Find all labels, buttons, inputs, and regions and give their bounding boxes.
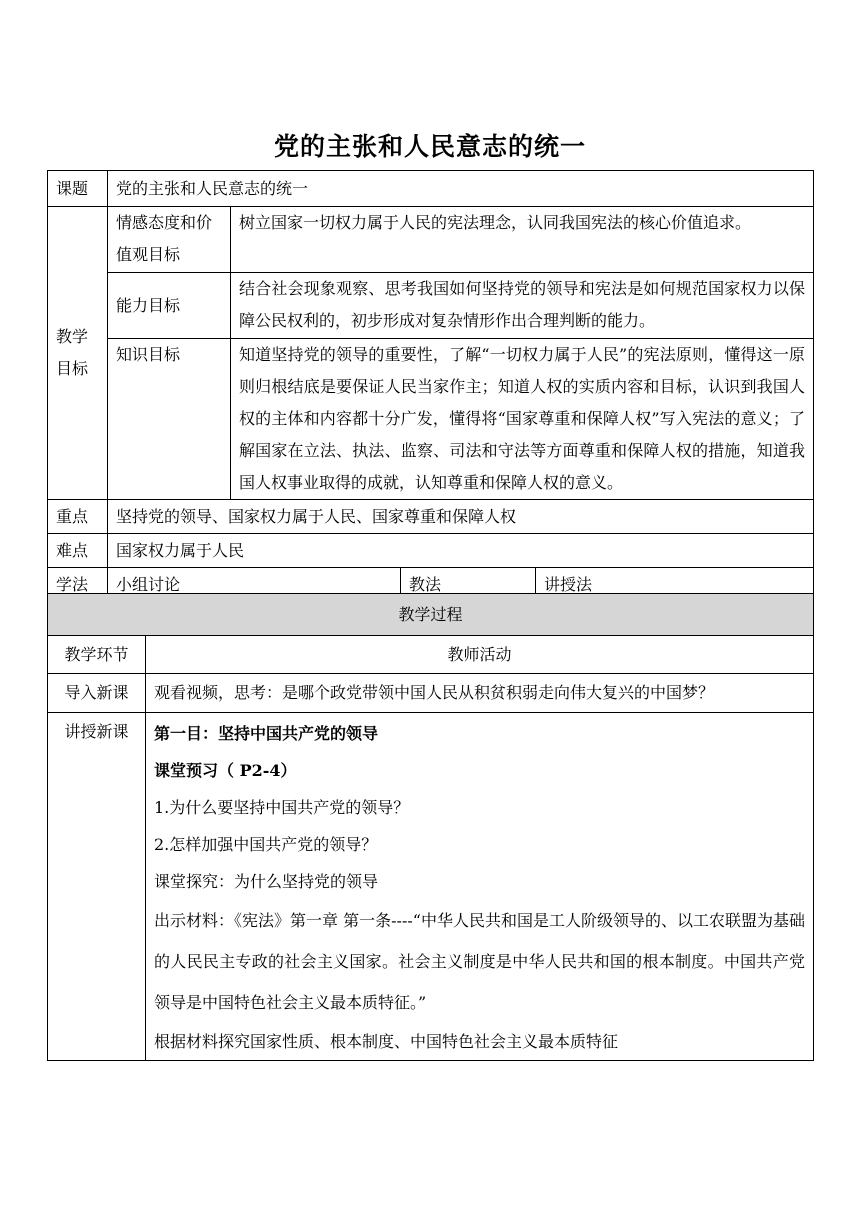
key-text: 坚持党的领导、国家权力属于人民、国家尊重和保障人权 <box>108 500 814 534</box>
preview-question-2: 2.怎样加强中国共产党的领导？ <box>154 835 378 854</box>
info-table <box>47 170 814 602</box>
difficult-text: 国家权力属于人民 <box>108 534 814 568</box>
preview-question-1: 1.为什么要坚持中国共产党的领导？ <box>154 798 410 817</box>
lecture-content <box>146 713 814 1061</box>
study-method-label: 学法 <box>48 568 108 602</box>
section-heading: 第一目：坚持中国共产党的领导 <box>154 724 379 743</box>
material-text: 出示材料：《宪法》第一章 第一条----“中华人民共和国是工人阶级领导的、以工农联盟为基础的人民民主专政的社会主义国家。社会主义制度是中华人民共和国的根本制度。中国共产党领导是中国特色社会主义最本质特征。” <box>154 911 806 1012</box>
inquiry-task: 根据材料探究国家性质、根本制度、中国特色社会主义最本质特征 <box>154 1032 619 1051</box>
goal-emotion-text: 树立国家一切权力属于人民的宪法理念，认同我国宪法的核心价值追求。 <box>231 207 814 273</box>
goal-knowledge-label: 知识目标 <box>108 339 231 500</box>
inquiry-heading: 课堂探究：为什么坚持党的领导 <box>154 872 379 891</box>
topic-label: 课题 <box>48 171 108 207</box>
teach-method-label: 教法 <box>401 568 536 602</box>
process-table <box>47 593 814 1061</box>
key-label: 重点 <box>48 500 108 534</box>
goal-ability-label: 能力目标 <box>108 273 231 339</box>
process-header: 教学过程 <box>48 594 814 636</box>
teach-method-text: 讲授法 <box>536 568 814 602</box>
lecture-label: 讲授新课 <box>48 713 146 1061</box>
study-method-text: 小组讨论 <box>108 568 401 602</box>
goal-knowledge-text: 知道坚持党的领导的重要性，了解“一切权力属于人民”的宪法原则，懂得这一原则归根结底是要保证人民当家作主；知道人权的实质内容和目标，认识到我国人权的主体和内容都十分广发，懂得将“国家尊重和保障人权”写入宪法的意义；了解国家在立法、执法、监察、司法和守法等方面尊重和保障人权的措施，知道我国人权事业取得的成就，认知尊重和保障人权的意义。 <box>231 339 814 500</box>
intro-text: 观看视频，思考：是哪个政党带领中国人民从积贫积弱走向伟大复兴的中国梦？ <box>146 674 814 713</box>
topic-value: 党的主张和人民意志的统一 <box>108 171 814 207</box>
difficult-label: 难点 <box>48 534 108 568</box>
preview-heading: 课堂预习（ P2-4） <box>154 761 297 780</box>
goal-ability-text: 结合社会现象观察、思考我国如何坚持党的领导和宪法是如何规范国家权力以保障公民权利的，初步形成对复杂情形作出合理判断的能力。 <box>231 273 814 339</box>
process-col-activity: 教师活动 <box>146 636 814 674</box>
process-col-stage: 教学环节 <box>48 636 146 674</box>
goal-emotion-label: 情感态度和价值观目标 <box>108 207 231 273</box>
document-title: 党的主张和人民意志的统一 <box>273 132 586 161</box>
intro-label: 导入新课 <box>48 674 146 713</box>
goals-label: 教学 目标 <box>48 207 108 500</box>
